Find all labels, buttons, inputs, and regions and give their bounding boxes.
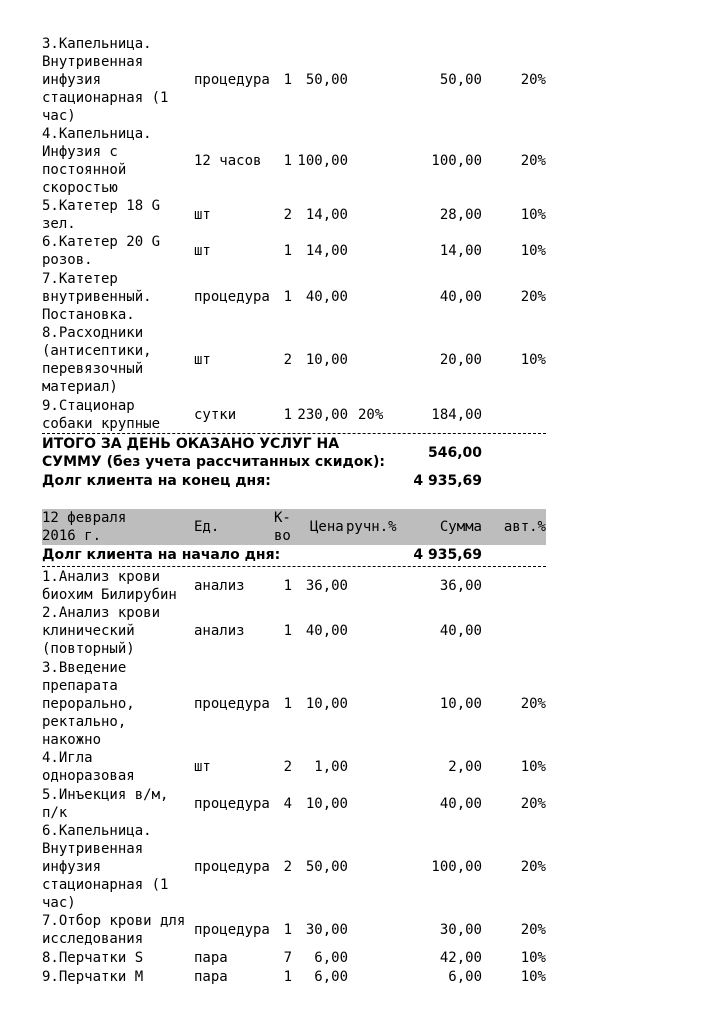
item-sum: 30,00 (439, 922, 482, 938)
item-qty: 1 (283, 696, 292, 712)
item-unit: пара (194, 969, 228, 985)
item-name: 3.Капельница. Внутривенная инфузия стационарная (1 час) (42, 36, 169, 124)
item-row (42, 968, 546, 986)
item-unit: процедура (194, 922, 270, 938)
item-auto: 10% (520, 207, 546, 223)
item-name: 8.Перчатки S (42, 950, 144, 966)
item-row (42, 270, 546, 324)
item-qty: 2 (283, 207, 292, 223)
item-auto: 10% (520, 352, 546, 368)
item-sum: 40,00 (439, 289, 482, 305)
item-name: 7.Отбор крови для исследования (42, 913, 186, 947)
item-qty: 1 (283, 407, 292, 423)
item-manual: 20% (358, 407, 384, 423)
item-row (42, 949, 546, 967)
item-price: 40,00 (305, 623, 348, 639)
item-qty: 2 (283, 859, 292, 875)
item-row (42, 233, 546, 269)
item-unit: анализ (194, 623, 245, 639)
item-unit: шт (194, 352, 211, 368)
item-unit: процедура (194, 796, 270, 812)
debt-end-value: 4 935,69 (413, 473, 482, 489)
item-row (42, 786, 546, 822)
item-auto: 20% (520, 922, 546, 938)
item-auto: 10% (520, 969, 546, 985)
item-unit: процедура (194, 696, 270, 712)
item-auto (516, 568, 546, 604)
item-sum: 100,00 (431, 859, 482, 875)
item-auto: 20% (520, 72, 546, 88)
day-total-label: ИТОГО ЗА ДЕНЬ ОКАЗАНО УСЛУГ НА СУММУ (без учета рассчитанных скидок): (42, 436, 385, 470)
item-price: 40,00 (305, 289, 348, 305)
item-name: 5.Инъекция в/м, п/к (42, 787, 169, 821)
item-price: 30,00 (305, 922, 348, 938)
item-price: 100,00 (297, 153, 348, 169)
item-row (42, 197, 546, 233)
item-price: 50,00 (305, 72, 348, 88)
col-auto-header: авт.% (503, 519, 546, 535)
item-price: 14,00 (305, 207, 348, 223)
col-unit-header: Ед. (194, 519, 220, 535)
item-qty: 1 (283, 922, 292, 938)
item-name: 3.Введение препарата перорально, ректально, накожно (42, 660, 135, 748)
col-price-header: Цена (310, 519, 344, 535)
debt-start-label: Долг клиента на начало дня: (42, 547, 281, 563)
item-row (42, 397, 546, 433)
item-sum: 40,00 (439, 796, 482, 812)
item-price: 10,00 (305, 796, 348, 812)
item-name: 6.Капельница. Внутривенная инфузия стационарная (1 час) (42, 823, 169, 911)
item-sum: 184,00 (431, 407, 482, 423)
item-price: 10,00 (305, 696, 348, 712)
item-price: 50,00 (305, 859, 348, 875)
item-row (42, 912, 546, 948)
item-name: 7.Катетер внутривенный. Постановка. (42, 271, 152, 323)
item-qty: 1 (283, 72, 292, 88)
item-row (42, 35, 546, 125)
item-qty: 1 (283, 153, 292, 169)
item-qty: 1 (283, 969, 292, 985)
item-price: 6,00 (314, 969, 348, 985)
item-sum: 50,00 (439, 72, 482, 88)
item-unit: процедура (194, 289, 270, 305)
item-sum: 42,00 (439, 950, 482, 966)
item-unit: пара (194, 950, 228, 966)
item-sum: 10,00 (439, 696, 482, 712)
item-qty: 1 (283, 243, 292, 259)
item-sum: 100,00 (431, 153, 482, 169)
item-row (42, 822, 546, 912)
item-qty: 7 (283, 950, 292, 966)
item-sum: 40,00 (439, 623, 482, 639)
item-row (42, 749, 546, 785)
item-sum: 28,00 (439, 207, 482, 223)
item-price: 1,00 (314, 759, 348, 775)
item-auto: 20% (520, 859, 546, 875)
item-price: 6,00 (314, 950, 348, 966)
item-row (42, 324, 546, 396)
item-qty: 1 (283, 578, 292, 594)
day-total-value: 546,00 (427, 445, 482, 461)
item-qty: 1 (283, 289, 292, 305)
col-sum-header: Сумма (439, 519, 482, 535)
item-row (42, 125, 546, 197)
item-name: 6.Катетер 20 G розов. (42, 234, 161, 268)
item-auto: 20% (520, 289, 546, 305)
col-manual-header: ручн.% (346, 519, 397, 535)
item-unit: процедура (194, 72, 270, 88)
item-auto: 20% (520, 153, 546, 169)
item-row (42, 659, 546, 749)
debt-end-label: Долг клиента на конец дня: (42, 473, 271, 489)
item-name: 9.Стационар собаки крупные (42, 398, 161, 432)
item-row (42, 604, 546, 658)
item-auto: 20% (520, 796, 546, 812)
day-header (42, 509, 546, 545)
item-sum: 6,00 (448, 969, 482, 985)
debt-start-row (42, 546, 546, 564)
debt-start-value: 4 935,69 (413, 547, 482, 563)
day-total-row (42, 435, 546, 471)
item-auto: 10% (520, 243, 546, 259)
item-name: 1.Анализ крови биохим Билирубин (42, 569, 177, 603)
item-qty: 4 (283, 796, 292, 812)
item-sum: 2,00 (448, 759, 482, 775)
item-sum: 20,00 (439, 352, 482, 368)
divider (42, 566, 546, 567)
item-unit: 12 часов (194, 153, 262, 169)
item-auto (516, 604, 546, 658)
col-qty-header: К- во (274, 510, 291, 544)
item-unit: сутки (194, 407, 237, 423)
item-auto: 10% (520, 950, 546, 966)
item-unit: анализ (194, 578, 245, 594)
item-price: 36,00 (305, 578, 348, 594)
item-name: 2.Анализ крови клинический (повторный) (42, 605, 161, 657)
item-auto: 10% (520, 759, 546, 775)
item-unit: шт (194, 243, 211, 259)
item-name: 8.Расходники (антисептики, перевязочный материал) (42, 325, 152, 395)
item-qty: 2 (283, 352, 292, 368)
item-name: 5.Катетер 18 G зел. (42, 198, 161, 232)
item-auto: 20% (520, 696, 546, 712)
item-price: 10,00 (305, 352, 348, 368)
item-sum: 36,00 (439, 578, 482, 594)
day-date: 12 февраля 2016 г. (42, 510, 127, 544)
item-unit: процедура (194, 859, 270, 875)
item-unit: шт (194, 759, 211, 775)
item-qty: 2 (283, 759, 292, 775)
item-price: 230,00 (297, 407, 348, 423)
item-qty: 1 (283, 623, 292, 639)
item-name: 4.Капельница. Инфузия с постоянной скоростью (42, 126, 152, 196)
item-price: 14,00 (305, 243, 348, 259)
item-name: 4.Игла одноразовая (42, 750, 135, 784)
item-unit: шт (194, 207, 211, 223)
item-sum: 14,00 (439, 243, 482, 259)
item-row (42, 568, 546, 604)
item-name: 9.Перчатки M (42, 969, 144, 985)
item-auto (516, 397, 546, 433)
divider (42, 433, 546, 434)
debt-end-row (42, 472, 546, 490)
